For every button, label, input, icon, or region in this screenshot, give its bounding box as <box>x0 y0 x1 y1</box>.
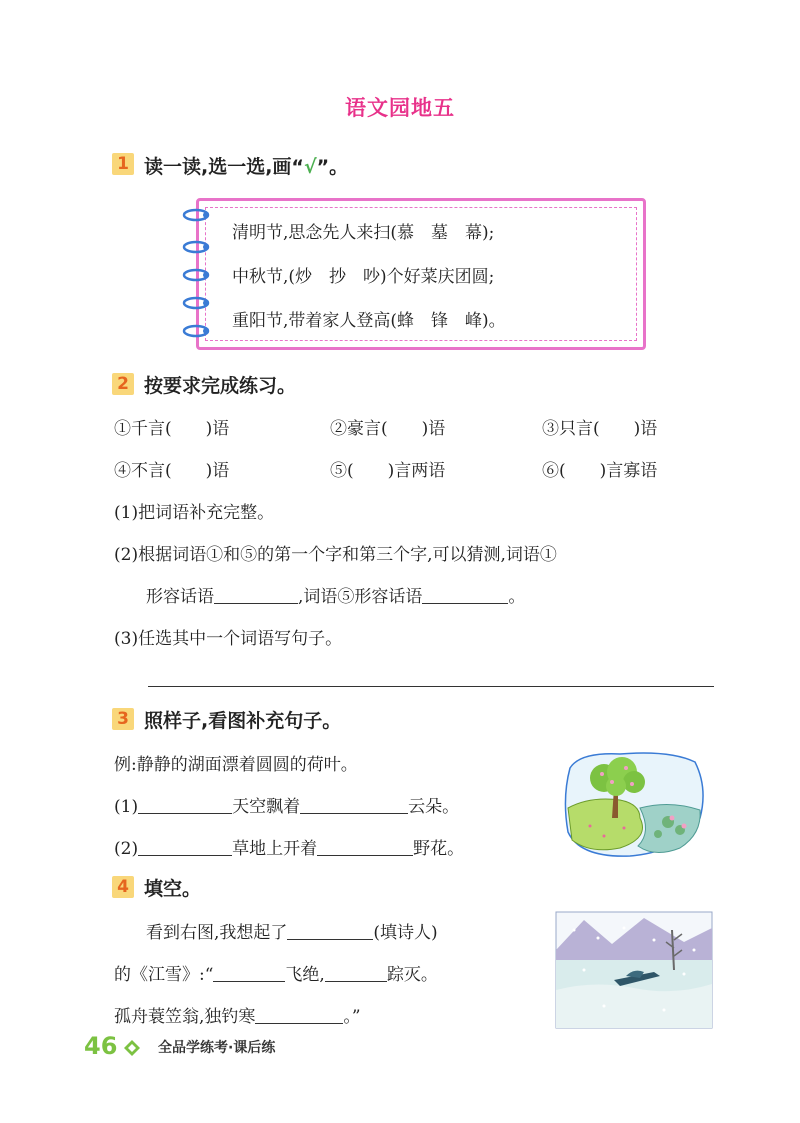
answer-blank[interactable] <box>214 585 298 604</box>
answer-blank[interactable] <box>422 585 508 604</box>
q3-s2-end: 野花。 <box>413 839 465 859</box>
answer-blank[interactable] <box>213 963 285 982</box>
q4-instruction: 填空。 <box>144 878 202 900</box>
idiom-5: ⑤( )言两语 <box>330 461 446 481</box>
question-number-2: 2 <box>112 373 134 395</box>
q1-instruction-pre: 读一读,选一选,画“ <box>144 156 304 178</box>
q3-s2-middle: 草地上开着 <box>232 839 318 859</box>
q4-l1-text-b: (填诗人) <box>373 923 438 943</box>
question-number-1: 1 <box>112 153 134 175</box>
q4-l1-text-a: 看到右图,我想起了 <box>146 923 288 943</box>
q3-sentence-2 <box>114 834 464 859</box>
footer-separator: · <box>228 1040 234 1056</box>
q3-s1-middle: 天空飘着 <box>232 797 301 817</box>
question-number-4: 4 <box>112 876 134 898</box>
answer-blank[interactable] <box>325 963 387 982</box>
meadow-lake-illustration <box>560 748 710 862</box>
spiral-ring-icon <box>182 208 212 222</box>
q2-p2-text-b: ,词语⑤形容话语 <box>298 587 423 607</box>
answer-blank[interactable] <box>300 795 408 814</box>
q1-line-2: 中秋节,(炒 抄 吵)个好菜庆团圆; <box>232 267 495 287</box>
q3-sentence-1 <box>114 792 459 817</box>
q3-s1-prefix: (1) <box>114 797 139 817</box>
q3-example: 例:静静的湖面漂着圆圆的荷叶。 <box>114 755 358 775</box>
idiom-4: ④不言( )语 <box>114 461 230 481</box>
q3-s1-end: 云朵。 <box>408 797 460 817</box>
q4-line-1 <box>146 918 438 943</box>
writing-line[interactable] <box>148 686 714 687</box>
diamond-icon <box>124 1040 140 1056</box>
idiom-2: ②豪言( )语 <box>330 419 446 439</box>
q4-line-2 <box>114 960 438 985</box>
idiom-6: ⑥( )言寡语 <box>542 461 658 481</box>
page-title: 语文园地五 <box>345 96 455 120</box>
q1-line-3: 重阳节,带着家人登高(蜂 锋 峰)。 <box>232 311 506 331</box>
q1-instruction <box>144 152 348 179</box>
q4-l3-text-a: 孤舟蓑笠翁,独钓寒 <box>114 1007 256 1027</box>
q2-p2-text-c: 。 <box>508 587 526 607</box>
q2-part-3: (3)任选其中一个词语写句子。 <box>114 629 343 649</box>
spiral-ring-icon <box>182 268 212 282</box>
idiom-3: ③只言( )语 <box>542 419 658 439</box>
q4-l3-text-b: 。” <box>343 1007 361 1027</box>
q2-part-2-line2 <box>146 582 525 607</box>
q4-l2-text-c: 踪灭。 <box>386 965 438 985</box>
q4-l2-text-b: 飞绝, <box>285 965 325 985</box>
answer-blank[interactable] <box>138 837 232 856</box>
q4-line-3 <box>114 1002 361 1027</box>
snow-river-illustration <box>554 910 714 1030</box>
page-number: 46 <box>84 1032 118 1060</box>
answer-blank[interactable] <box>138 795 232 814</box>
spiral-ring-icon <box>182 324 212 338</box>
spiral-ring-icon <box>182 240 212 254</box>
q3-instruction: 照样子,看图补充句子。 <box>144 710 342 732</box>
q1-line-1: 清明节,思念先人来扫(慕 墓 幕); <box>232 223 495 243</box>
answer-blank[interactable] <box>255 1005 343 1024</box>
book-title: 全品学练考 <box>158 1040 228 1056</box>
spiral-ring-icon <box>182 296 212 310</box>
answer-blank[interactable] <box>287 921 373 940</box>
q1-instruction-post: ”。 <box>316 156 349 178</box>
question-number-3: 3 <box>112 708 134 730</box>
q2-p2-text-a: 形容话语 <box>146 587 214 607</box>
answer-blank[interactable] <box>317 837 413 856</box>
q2-part-2-line1: (2)根据词语①和⑤的第一个字和第三个字,可以猜测,词语① <box>114 545 557 565</box>
book-section: 课后练 <box>233 1040 276 1056</box>
idiom-1: ①千言( )语 <box>114 419 230 439</box>
check-mark-icon: √ <box>303 156 317 178</box>
q3-s2-prefix: (2) <box>114 839 139 859</box>
q2-instruction: 按要求完成练习。 <box>144 375 297 397</box>
q2-part-1: (1)把词语补充完整。 <box>114 503 275 523</box>
q4-l2-text-a: 的《江雪》:“ <box>114 965 214 985</box>
book-series <box>158 1037 275 1057</box>
